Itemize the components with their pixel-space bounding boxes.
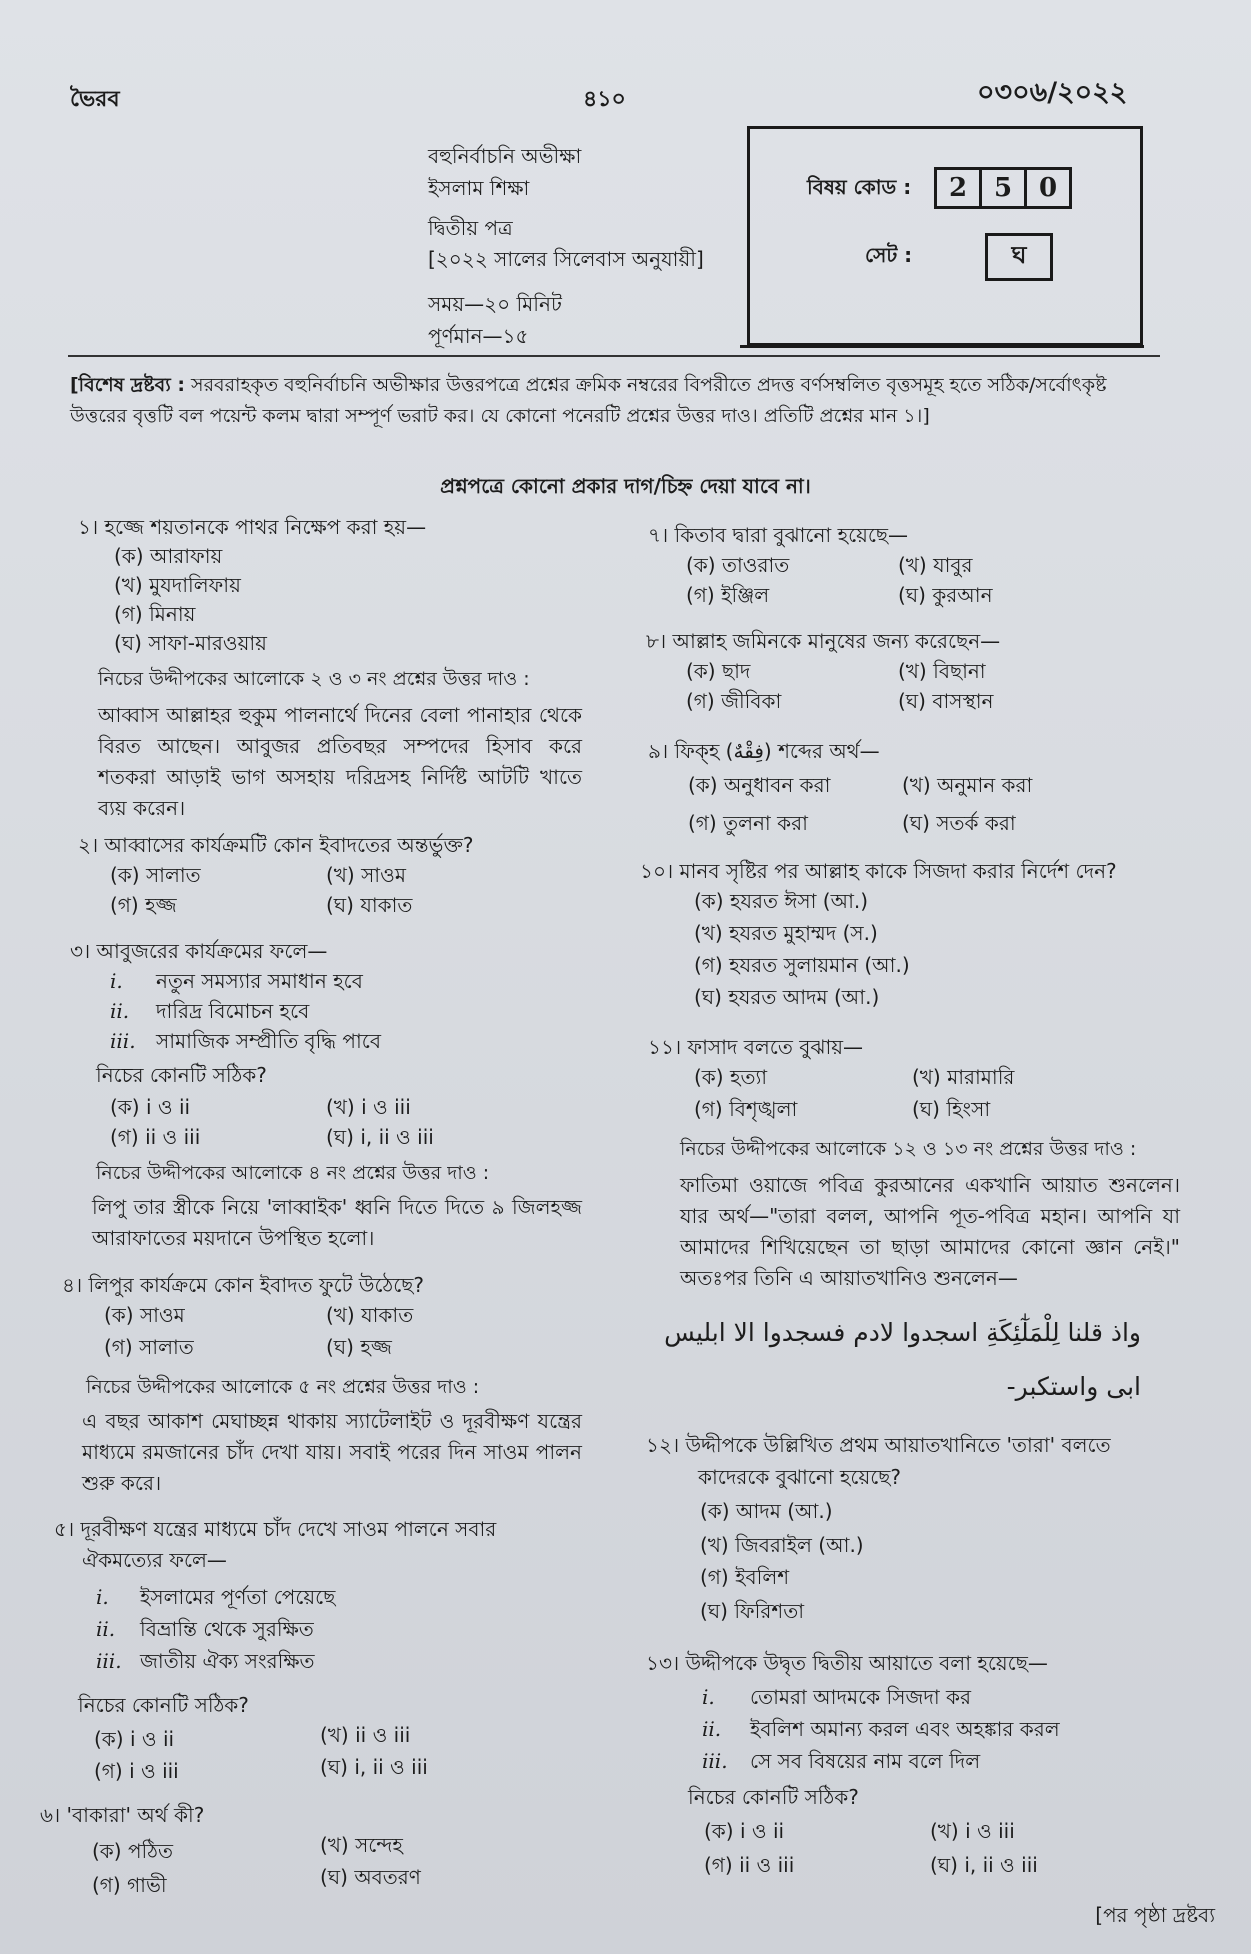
next-page-note: [পর পৃষ্ঠা দ্রষ্টব্য — [1095, 1903, 1215, 1927]
statement-num: i. — [96, 1585, 109, 1609]
option: (ক) হত্যা — [694, 1065, 768, 1089]
notice-label: [বিশেষ দ্রষ্টব্য : — [70, 374, 185, 396]
option: (খ) i ও iii — [326, 1095, 411, 1119]
option: (ঘ) সতর্ক করা — [902, 811, 1016, 835]
subject-code-digit: 0 — [1024, 167, 1072, 209]
statement: বিভ্রান্তি থেকে সুরক্ষিত — [140, 1617, 314, 1641]
stimulus-text: লিপু তার স্ত্রীকে নিয়ে 'লাব্বাইক' ধ্বনি দিতে দিতে ৯ জিলহজ্জ আরাফাতের ময়দানে উপস্থিত হলো। — [92, 1195, 582, 1250]
option: (গ) বিশৃঙ্খলা — [694, 1097, 798, 1121]
statement-num: iii. — [110, 1029, 136, 1053]
option: (খ) ii ও iii — [320, 1723, 411, 1747]
option: (ক) অনুধাবন করা — [688, 773, 831, 797]
question-2: ২। আব্বাসের কার্যক্রমটি কোন ইবাদতের অন্তর্ভুক্ত? — [78, 833, 474, 857]
arabic-verse-line-2: ابى واستكبر- — [1006, 1372, 1141, 1401]
exam-marks: পূর্ণমান—১৫ — [428, 324, 529, 348]
option: (গ) মিনায় — [114, 602, 196, 626]
question-12: ১২। উদ্দীপকে উল্লিখিত প্রথম আয়াতখানিতে 'তারা' বলতে — [646, 1433, 1111, 1457]
option: (গ) ii ও iii — [110, 1125, 201, 1149]
question-4: ৪। লিপুর কার্যক্রমে কোন ইবাদত ফুটে উঠেছে? — [62, 1273, 424, 1297]
statement: নতুন সমস্যার সমাধান হবে — [156, 969, 363, 993]
option: (ক) ছাদ — [686, 659, 751, 683]
statement: জাতীয় ঐক্য সংরক্ষিত — [140, 1649, 315, 1673]
board-name: ভৈরব — [70, 87, 120, 112]
set-value: ঘ — [985, 233, 1053, 281]
subject-code-label: বিষয় কোড : — [807, 175, 912, 199]
option: (খ) যাকাত — [326, 1303, 414, 1327]
exam-syllabus: [২০২২ সালের সিলেবাস অনুযায়ী] — [428, 247, 704, 271]
option: (খ) মুযদালিফায় — [114, 573, 241, 597]
exam-type: বহুনির্বাচনি অভীক্ষা — [428, 144, 582, 168]
option: (খ) বিছানা — [898, 659, 986, 683]
question-7: ৭। কিতাব দ্বারা বুঝানো হয়েছে— — [648, 523, 909, 547]
option: (ক) হযরত ঈসা (আ.) — [694, 889, 869, 913]
statement-num: iii. — [96, 1649, 122, 1673]
option: (গ) ii ও iii — [704, 1853, 795, 1877]
option: (গ) সালাত — [104, 1335, 194, 1359]
statement: সে সব বিষয়ের নাম বলে দিল — [750, 1749, 981, 1773]
stimulus-instruction: নিচের উদ্দীপকের আলোকে ৫ নং প্রশ্নের উত্তর দাও : — [86, 1376, 480, 1398]
option: (ঘ) হজ্জ — [326, 1335, 392, 1359]
option: (ঘ) হিংসা — [912, 1097, 991, 1121]
stimulus-text: এ বছর আকাশ মেঘাচ্ছন্ন থাকায় স্যাটেলাইট ও দূরবীক্ষণ যন্ত্রের মাধ্যমে রমজানের চাঁদ দেখা যায়। সবাই পরের দিন সাওম পালন শুরু করে। — [82, 1409, 582, 1495]
subject-code-digit: 2 — [934, 167, 982, 209]
statement-num: ii. — [110, 999, 130, 1023]
option: (ঘ) বাসস্থান — [898, 689, 994, 713]
which-correct: নিচের কোনটি সঠিক? — [78, 1693, 249, 1717]
option: (ঘ) হযরত আদম (আ.) — [694, 985, 880, 1009]
paper-code: ০৩০৬/২০২২ — [977, 77, 1128, 108]
subject-code-digit: 5 — [979, 167, 1027, 209]
question-5-cont: ঐকমত্যের ফলে— — [82, 1548, 227, 1572]
option: (ঘ) অবতরণ — [320, 1865, 421, 1889]
statement-num: i. — [702, 1685, 715, 1709]
option: (ঘ) i, ii ও iii — [930, 1853, 1038, 1877]
stimulus-instruction: নিচের উদ্দীপকের আলোকে ১২ ও ১৩ নং প্রশ্নের উত্তর দাও : — [680, 1138, 1137, 1160]
stimulus-text: ফাতিমা ওয়াজে পবিত্র কুরআনের একখানি আয়াত শুনলেন। যার অর্থ—"তারা বলল, আপনি পূত-পবিত্র মহান। আপনি যা আমাদের শিখিয়েছেন তা ছাড়া আমাদের কোনো জ্ঞান নেই।" অতঃপর তিনি এ আয়াতখানিও শুনলেন— — [680, 1173, 1180, 1290]
question-1: ১। হজ্জে শয়তানকে পাথর নিক্ষেপ করা হয়— — [78, 515, 427, 539]
option: (ক) i ও ii — [704, 1819, 785, 1843]
option: (ক) i ও ii — [94, 1727, 175, 1751]
option: (খ) মারামারি — [912, 1065, 1015, 1089]
statement-num: i. — [110, 969, 123, 993]
option: (ক) আদম (আ.) — [700, 1499, 833, 1523]
option: (গ) তুলনা করা — [688, 811, 808, 835]
question-3: ৩। আবুজরের কার্যক্রমের ফলে— — [70, 939, 328, 963]
question-11: ১১। ফাসাদ বলতে বুঝায়— — [648, 1035, 864, 1059]
question-5: ৫। দূরবীক্ষণ যন্ত্রের মাধ্যমে চাঁদ দেখে সাওম পালনে সবার — [54, 1517, 497, 1541]
which-correct: নিচের কোনটি সঠিক? — [96, 1063, 267, 1087]
exam-paper-part: দ্বিতীয় পত্র — [428, 216, 513, 240]
statement: তোমরা আদমকে সিজদা কর — [750, 1685, 971, 1709]
statement: ইবলিশ অমান্য করল এবং অহঙ্কার করল — [750, 1717, 1060, 1741]
statement-num: ii. — [702, 1717, 722, 1741]
option: (ঘ) সাফা-মারওয়ায় — [114, 631, 267, 655]
question-10: ১০। মানব সৃষ্টির পর আল্লাহ কাকে সিজদা করার নির্দেশ দেন? — [640, 859, 1117, 883]
which-correct: নিচের কোনটি সঠিক? — [688, 1785, 859, 1809]
statement: সামাজিক সম্প্রীতি বৃদ্ধি পাবে — [156, 1029, 381, 1053]
option: (ক) তাওরাত — [686, 553, 790, 577]
question-9: ৯। ফিক্‌হ (فِقْهٌ) শব্দের অর্থ— — [648, 739, 880, 763]
stimulus-instruction: নিচের উদ্দীপকের আলোকে ৪ নং প্রশ্নের উত্তর দাও : — [96, 1162, 490, 1184]
option: (ক) আরাফায় — [114, 544, 223, 568]
option: (গ) ইঞ্জিল — [686, 583, 770, 607]
option: (খ) হযরত মুহাম্মদ (স.) — [694, 921, 878, 945]
set-label: সেট : — [865, 243, 913, 267]
mark-warning: প্রশ্নপত্রে কোনো প্রকার দাগ/চিহ্ন দেয়া যাবে না। — [440, 474, 811, 498]
question-8: ৮। আল্লাহ জমিনকে মানুষের জন্য করেছেন— — [646, 629, 1001, 653]
arabic-verse-line-1: واذ قلنا لِلْمَلٰٓئِكَةِ اسجدوا لادم فسجدوا الا ابليس — [664, 1318, 1141, 1347]
option: (খ) সাওম — [326, 863, 406, 887]
option: (ঘ) i, ii ও iii — [320, 1755, 428, 1779]
statement-num: ii. — [96, 1617, 116, 1641]
option: (খ) অনুমান করা — [902, 773, 1033, 797]
option: (খ) জিবরাইল (আ.) — [700, 1533, 864, 1557]
option: (ক) i ও ii — [110, 1095, 191, 1119]
exam-subject: ইসলাম শিক্ষা — [428, 176, 530, 200]
option: (খ) i ও iii — [930, 1819, 1015, 1843]
statement: দারিদ্র বিমোচন হবে — [156, 999, 310, 1023]
statement: ইসলামের পূর্ণতা পেয়েছে — [140, 1585, 336, 1609]
option: (গ) i ও iii — [94, 1759, 179, 1783]
option: (গ) হজ্জ — [110, 893, 177, 917]
question-12-cont: কাদেরকে বুঝানো হয়েছে? — [698, 1465, 902, 1489]
statement-num: iii. — [702, 1749, 728, 1773]
option: (খ) যাবুর — [898, 553, 973, 577]
option: (গ) ইবলিশ — [700, 1565, 790, 1589]
exam-time: সময়—২০ মিনিট — [428, 292, 562, 316]
option: (খ) সন্দেহ — [320, 1833, 403, 1857]
stimulus-instruction: নিচের উদ্দীপকের আলোকে ২ ও ৩ নং প্রশ্নের উত্তর দাও : — [98, 668, 530, 690]
center-code: ৪১০ — [583, 87, 626, 112]
option: (ক) সাওম — [104, 1303, 185, 1327]
option: (গ) গাভী — [92, 1873, 167, 1897]
option: (ঘ) ফিরিশতা — [700, 1599, 805, 1623]
question-6: ৬। 'বাকারা' অর্থ কী? — [40, 1803, 205, 1827]
option: (ঘ) i, ii ও iii — [326, 1125, 434, 1149]
option: (ক) পঠিত — [92, 1839, 173, 1863]
option: (ঘ) কুরআন — [898, 583, 993, 607]
option: (গ) হযরত সুলায়মান (আ.) — [694, 953, 910, 977]
option: (ক) সালাত — [110, 863, 201, 887]
option: (ঘ) যাকাত — [326, 893, 413, 917]
question-13: ১৩। উদ্দীপকে উদ্বৃত দ্বিতীয় আয়াতে বলা হয়েছে— — [646, 1651, 1048, 1675]
notice-text: সরবরাহকৃত বহুনির্বাচনি অভীক্ষার উত্তরপত্রে প্রশ্নের ক্রমিক নম্বরের বিপরীতে প্রদত্ত বর্ণসম্বলিত বৃত্তসমূহ হতে সঠিক/সর্বোৎকৃষ্ট উত্তরের বৃত্তটি বল পয়েন্ট কলম দ্বারা সম্পূর্ণ ভরাট কর। যে কোনো পনেরটি প্রশ্নের উত্তর দাও। প্রতিটি প্রশ্নের মান ১।] — [70, 374, 1107, 427]
option: (গ) জীবিকা — [686, 689, 782, 713]
stimulus-text: আব্বাস আল্লাহর হুকুম পালনার্থে দিনের বেলা পানাহার থেকে বিরত আছেন। আবুজর প্রতিবছর সম্পদের হিসাব করে শতকরা আড়াই ভাগ অসহায় দরিদ্রসহ নির্দিষ্ট আটটি খাতে ব্যয় করেন। — [98, 703, 582, 820]
